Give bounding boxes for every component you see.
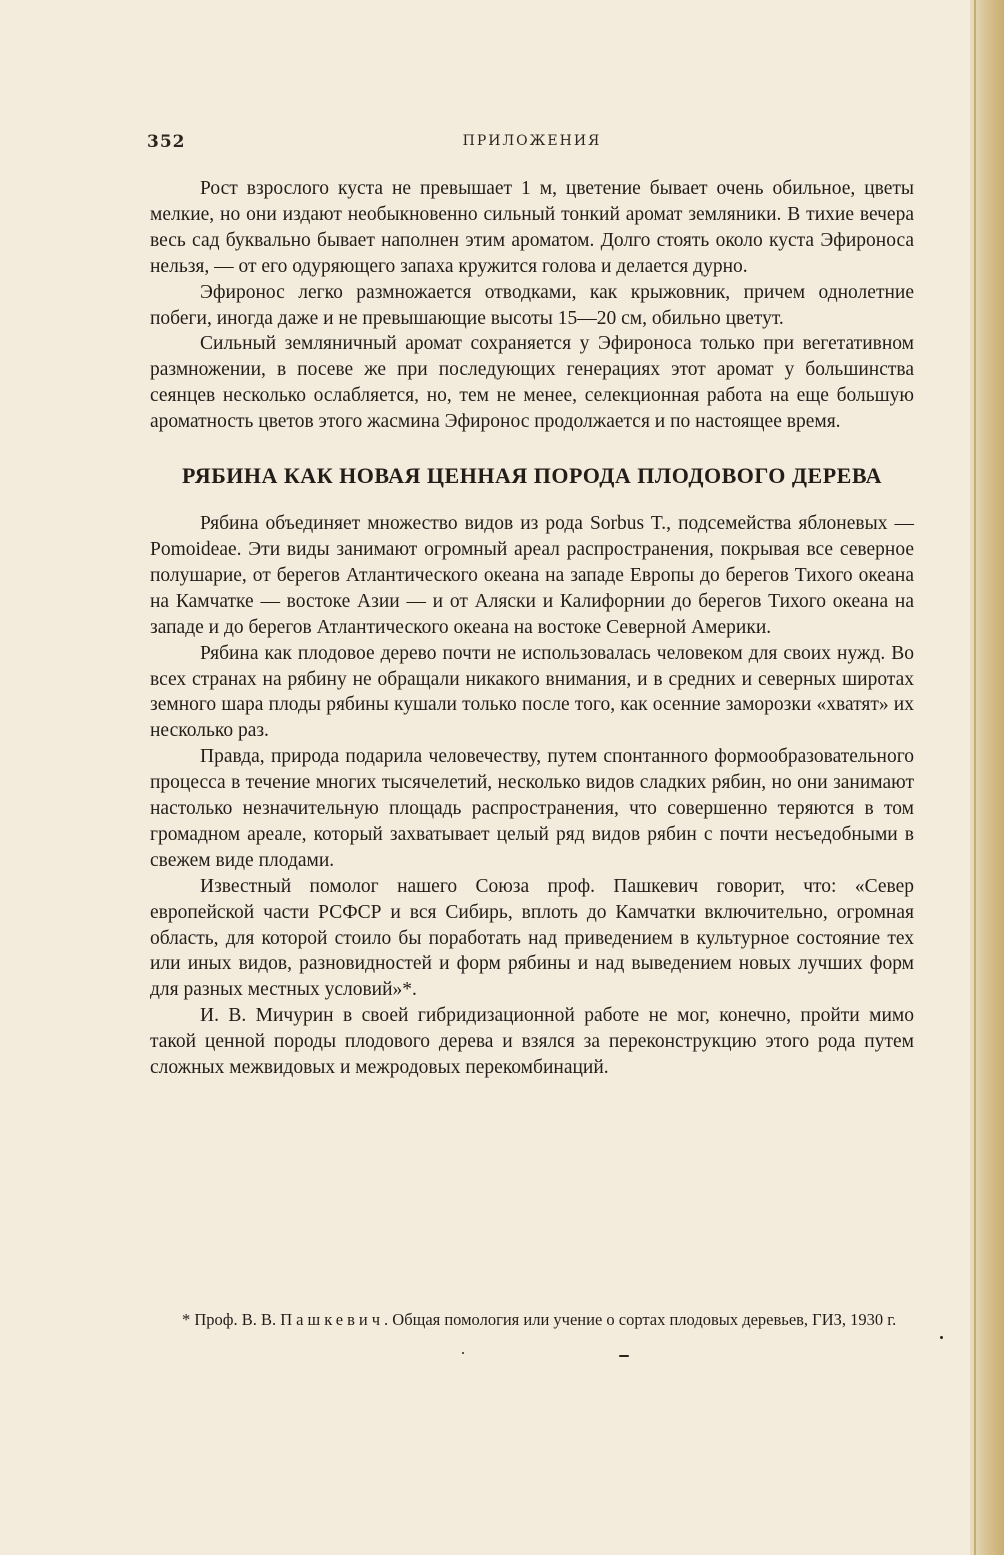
print-speck: [619, 1355, 629, 1357]
footnote-author: Пашкевич: [280, 1310, 385, 1329]
footnote: [160, 1309, 920, 1331]
main-text: [150, 176, 914, 1081]
paragraph: Рябина объединяет множество видов из рода Sorbus T., подсемейства яблоневых — Pomoideae. Эти виды занимают огромный ареал распространения, покрывая все северное полушарие, от берегов Атлантического океана на западе Европы до берегов Тихого океана на Камчатке — востоке Азии — и от Аляски и Калифорнии до берегов Тихого океана на западе и до берегов Атлантического океана на востоке Северной Америки.: [150, 513, 914, 638]
paragraph: Рябина как плодовое дерево почти не использовалась человеком для своих нужд. Во всех странах на рябину не обращали никакого внимания, и в средних и северных широтах земного шара плоды рябины кушали только после того, как осенние заморозки «хватят» их несколько раз.: [150, 642, 914, 742]
page-number: 352: [147, 132, 186, 152]
footnote-prefix: * Проф. В. В.: [182, 1310, 281, 1329]
paragraph: Эфиронос легко размножается отводками, как крыжовник, причем однолетние побеги, иногда даже и не превышающие высоты 15—20 см, обильно цветут.: [150, 281, 914, 329]
paragraph: И. В. Мичурин в своей гибридизационной работе не мог, конечно, пройти мимо такой ценной породы плодового дерева и взялся за переконструкцию этого рода путем сложных межвидовых и межродовых перекомбинаций.: [150, 1005, 914, 1079]
print-speck: [462, 1352, 464, 1354]
paragraph: Правда, природа подарила человечеству, путем спонтанного формообразовательного процесса в течение многих тысячелетий, несколько видов сладких рябин, но они занимают настолько незначительную площадь распространения, что совершенно теряются в том громадном ареале, который захватывает целый ряд видов рябин с почти несъедобными в свежем виде плодами.: [150, 746, 914, 871]
section-heading: РЯБИНА КАК НОВАЯ ЦЕННАЯ ПОРОДА ПЛОДОВОГО ДЕРЕВА: [181, 463, 883, 489]
running-header: [147, 128, 917, 158]
running-title: ПРИЛОЖЕНИЯ: [462, 133, 602, 149]
print-speck: [940, 1336, 943, 1339]
paragraph: Сильный земляничный аромат сохраняется у Эфироноса только при вегетативном размножении, в посеве же при последующих генерациях этот аромат у большинства сеянцев несколько ослабляется, но, тем не менее, селекционная работа на еще большую ароматность цветов этого жасмина Эфиронос продолжается и по настоящее время.: [150, 333, 914, 433]
footnote-reference: . Общая помология или учение о сортах плодовых деревьев, ГИЗ, 1930 г.: [384, 1310, 897, 1329]
paragraph: Известный помолог нашего Союза проф. Пашкевич говорит, что: «Север европейской части РСФСР и вся Сибирь, вплоть до Камчатки включительно, огромная область, для которой стоило бы поработать над приведением в культурное состояние тех или иных видов, разновидностей и форм рябины и над выведением новых лучших форм для разных местных условий»*.: [150, 875, 914, 1001]
page-edge-line: [974, 0, 976, 1555]
paragraph: Рост взрослого куста не превышает 1 м, цветение бывает очень обильное, цветы мелкие, но они издают необыкновенно сильный тонкий аромат земляники. В тихие вечера весь сад буквально бывает наполнен этим ароматом. Долго стоять около куста Эфироноса нельзя, — от его одуряющего запаха кружится голова и делается дурно.: [150, 178, 914, 277]
